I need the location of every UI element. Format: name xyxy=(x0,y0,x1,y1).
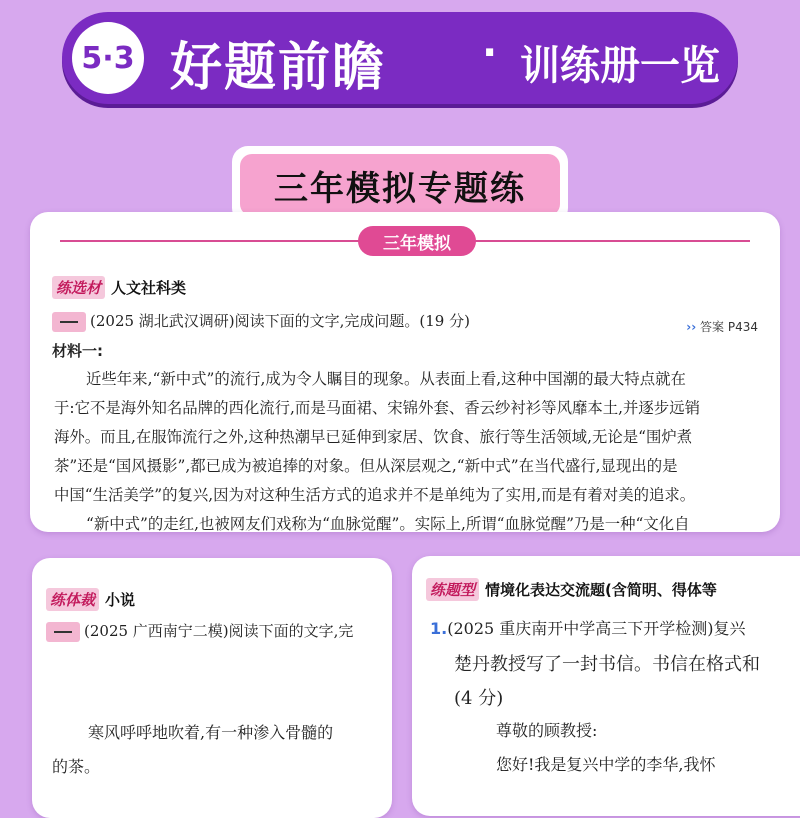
paragraph-line: 茶”还是“国风摄影”,都已成为被追捧的对象。但从深层观之,“新中式”在当代盛行,显现出的是 xyxy=(54,457,678,475)
letter-line: 您好!我是复兴中学的李华,我怀 xyxy=(496,755,716,774)
question-number-icon xyxy=(46,622,80,642)
page-title: 好题前瞻 xyxy=(170,38,387,98)
section-pill: 三年模拟 xyxy=(358,226,476,256)
category-tag: 练体裁 xyxy=(46,588,99,611)
question-line: 楚丹教授写了一封书信。书信在格式和 xyxy=(454,654,760,675)
category-tag: 练选材 xyxy=(52,276,105,299)
category-text: 人文社科类 xyxy=(111,279,187,297)
paragraph-line: 中国“生活美学”的复兴,因为对这种生活方式的追求并不是单纯为了实用,而是有着对美的追求。 xyxy=(54,486,696,504)
question-text: (2025 重庆南开中学高三下开学检测)复兴 xyxy=(447,619,746,638)
section-tab-label: 三年模拟专题练 xyxy=(240,154,560,216)
question-text: (2025 湖北武汉调研)阅读下面的文字,完成问题。(19 分) xyxy=(90,312,470,330)
story-line: 寒风呼呼地吹着,有一种渗入骨髓的 xyxy=(88,723,334,742)
category-tag: 练题型 xyxy=(426,578,479,601)
question-line xyxy=(430,616,746,639)
paragraph-line: 近些年来,“新中式”的流行,成为令人瞩目的现象。从表面上看,这种中国潮的最大特点就在 xyxy=(86,370,686,388)
question-line xyxy=(46,620,353,642)
category-row xyxy=(426,578,717,601)
category-row xyxy=(52,276,186,299)
paragraph-line: “新中式”的走红,也被网友们戏称为“血脉觉醒”。实际上,所谓“血脉觉醒”乃是一种“文化自 xyxy=(86,515,690,532)
letter-line: 尊敬的顾教授: xyxy=(496,721,598,740)
story-line: 的茶。 xyxy=(52,757,101,776)
category-text: 小说 xyxy=(105,591,136,609)
paragraph-line: 于:它不是海外知名品牌的西化流行,而是马面裙、宋锦外套、香云纱衬衫等风靡本土,并逐步远销 xyxy=(54,399,700,417)
material-label: 材料一: xyxy=(52,342,103,360)
question-line xyxy=(52,310,470,332)
question-text: (2025 广西南宁二模)阅读下面的文字,完 xyxy=(84,622,354,640)
answer-ref xyxy=(686,318,758,335)
category-text: 情境化表达交流题(含简明、得体等 xyxy=(485,581,717,599)
header-banner xyxy=(62,12,738,104)
question-number: 1. xyxy=(430,619,448,638)
question-number-icon xyxy=(52,312,86,332)
question-line: (4 分) xyxy=(454,688,504,709)
answer-prefix: 答案 xyxy=(700,320,725,334)
preview-card-top xyxy=(30,212,780,532)
paragraph-line: 海外。而且,在服饰流行之外,这种热潮早已延伸到家居、饮食、旅行等生活领域,无论是“围炉煮 xyxy=(54,428,693,446)
brand-badge: 5·3 xyxy=(72,22,144,94)
double-chevron-icon: ›› xyxy=(686,320,697,334)
preview-card-left xyxy=(32,558,392,818)
answer-page: P434 xyxy=(727,320,758,334)
category-row xyxy=(46,588,135,611)
title-separator: · xyxy=(482,30,498,76)
preview-card-right xyxy=(412,556,800,816)
page-subtitle: 训练册一览 xyxy=(520,43,720,89)
